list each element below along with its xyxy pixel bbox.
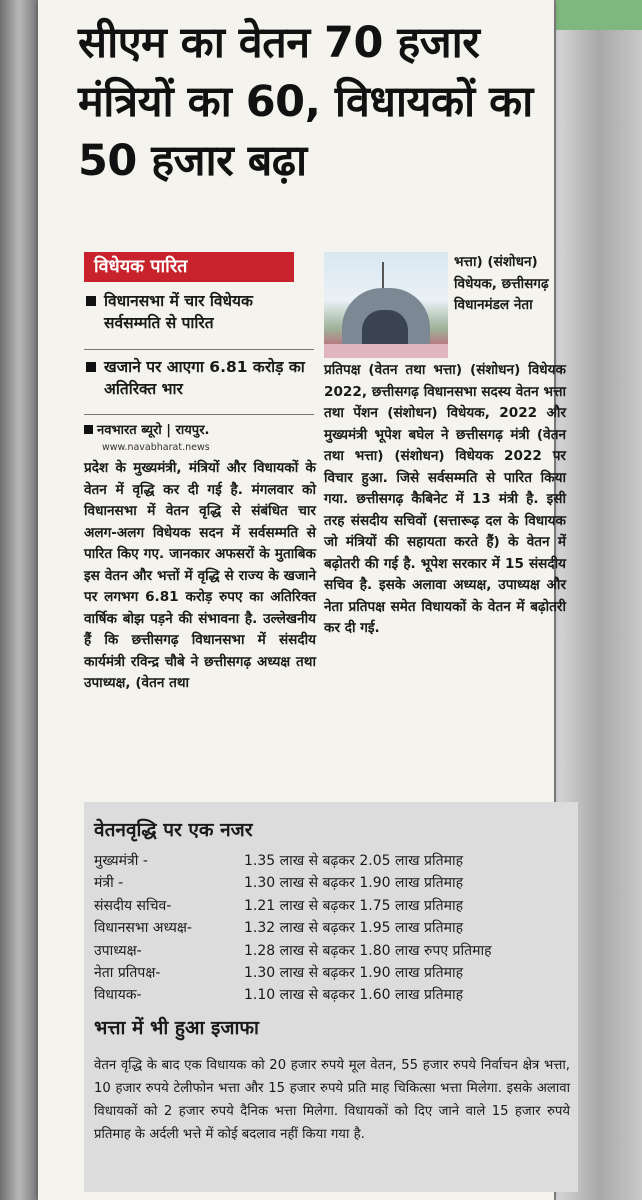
table-row [94, 917, 574, 939]
background-accent [556, 0, 642, 30]
role-label: मुख्यमंत्री - [94, 853, 148, 869]
role-label: उपाध्यक्ष- [94, 942, 142, 959]
flag-pole [382, 262, 384, 290]
headline: सीएम का वेतन 70 हजार मंत्रियों का 60, विधायकों का 50 हजार बढ़ा [78, 18, 533, 186]
bullet-point: विधानसभा में चार विधेयक सर्वसम्मति से पारित [84, 290, 314, 334]
divider [84, 414, 314, 415]
background-left [0, 0, 38, 1200]
table-row [94, 895, 574, 917]
ground [324, 344, 448, 358]
building-arch [362, 310, 408, 344]
salary-value: 1.35 लाख से बढ़कर 2.05 लाख प्रतिमाह [244, 853, 464, 869]
newspaper-clipping [38, 0, 570, 1200]
byline-text: नवभारत ब्यूरो | रायपुर. [97, 423, 210, 438]
role-label: नेता प्रतिपक्ष- [94, 964, 161, 981]
salary-value: 1.28 लाख से बढ़कर 1.80 लाख रुपए प्रतिमाह [244, 942, 492, 959]
square-icon [84, 425, 93, 434]
article-column-left: प्रदेश के मुख्यमंत्री, मंत्रियों और विधायकों के वेतन में वृद्धि कर दी गई है. मंगलवार को विधानसभा में वेतन वृद्धि से संबंधित चार अलग-अलग विधेयक सदन में सर्वसम्मति से पारित किए गए. जानकार अफसरों के मुताबिक इस वेतन और भत्तों में वृद्धि से राज्य के खजाने पर लगभग 6.81 करोड़ रुपए का अतिरिक्त वार्षिक बोझ पड़ने की संभावना है. उल्लेखनीय हैं कि छत्तीसगढ़ विधानसभा में संसदीय कार्यमंत्री रविन्द्र चौबे ने छत्तीसगढ़ अध्यक्ष तथा उपाध्यक्ष, (वेतन तथा [84, 460, 316, 691]
table-row [94, 984, 574, 1006]
article-column-right: प्रतिपक्ष (वेतन तथा भत्ता) (संशोधन) विधेयक 2022, छत्तीसगढ़ विधानसभा सदस्य वेतन भत्ता तथा पेंशन (संशोधन) विधेयक, 2022 और मुख्यमंत्री भूपेश बघेल ने छत्तीसगढ़ मंत्री (वेतन तथा भत्ता) (संशोधन) विधेयक 2022 पर विचार हुआ. जिसे सर्वसम्मति से पारित किया गया. छत्तीसगढ़ कैबिनेट में 13 मंत्री है. इसी तरह संसदीय सचिवों (सत्तारूढ़ दल के विधायक जो मंत्रियों की सहायता करते हैं) के वेतन में बढ़ोतरी की गई है. भूपेश सरकार में 15 संसदीय सचिव है. इसके अलावा अध्यक्ष, उपाध्यक्ष और नेता प्रतिपक्ष समेत विधायकों के वेतन में बढ़ोतरी कर दी गई. [324, 362, 566, 636]
role-label: विधानसभा अध्यक्ष- [94, 920, 192, 937]
box-title: वेतनवृद्धि पर एक नजर [94, 819, 253, 841]
assembly-building-photo [324, 252, 448, 358]
salary-value: 1.10 लाख से बढ़कर 1.60 लाख प्रतिमाह [244, 987, 464, 1004]
table-row [94, 850, 574, 872]
salary-value: 1.30 लाख से बढ़कर 1.90 लाख प्रतिमाह [244, 964, 464, 981]
bullet-point: खजाने पर आएगा 6.81 करोड़ का अतिरिक्त भार [84, 356, 314, 400]
box-paragraph: वेतन वृद्धि के बाद एक विधायक को 20 हजार रुपये मूल वेतन, 55 हजार रुपये निर्वाचन क्षेत्र भत्ता, 10 हजार रुपये टेलीफोन भत्ता और 15 हजार रुपये प्रति माह चिकित्सा भत्ता मिलेगा. इसके अलावा विधायकों को 2 हजार रुपये दैनिक भत्ता मिलेगा. विधायकों को दिए जाने वाले 15 हजार रुपये प्रतिमाह के अर्दली भत्ते में कोई बदलाव नहीं किया गया है. [94, 1058, 570, 1142]
divider [84, 349, 314, 350]
section-tag: विधेयक पारित [84, 252, 294, 282]
salary-value: 1.32 लाख से बढ़कर 1.95 लाख प्रतिमाह [244, 920, 464, 937]
salary-info-box [84, 802, 578, 1192]
box-subtitle: भत्ता में भी हुआ इजाफा [94, 1017, 259, 1039]
salary-value: 1.30 लाख से बढ़कर 1.90 लाख प्रतिमाह [244, 875, 464, 892]
role-label: मंत्री - [94, 875, 124, 892]
salary-value: 1.21 लाख से बढ़कर 1.75 लाख प्रतिमाह [244, 897, 464, 914]
byline [84, 420, 209, 438]
table-row [94, 872, 574, 894]
website-link[interactable]: www.navabharat.news [102, 442, 210, 453]
article-column-right-top: भत्ता) (संशोधन) विधेयक, छत्तीसगढ़ विधानमंडल नेता [454, 254, 549, 313]
role-label: विधायक- [94, 987, 142, 1004]
table-row [94, 940, 574, 962]
salary-table [94, 850, 574, 1007]
table-row [94, 962, 574, 984]
role-label: संसदीय सचिव- [94, 897, 172, 914]
